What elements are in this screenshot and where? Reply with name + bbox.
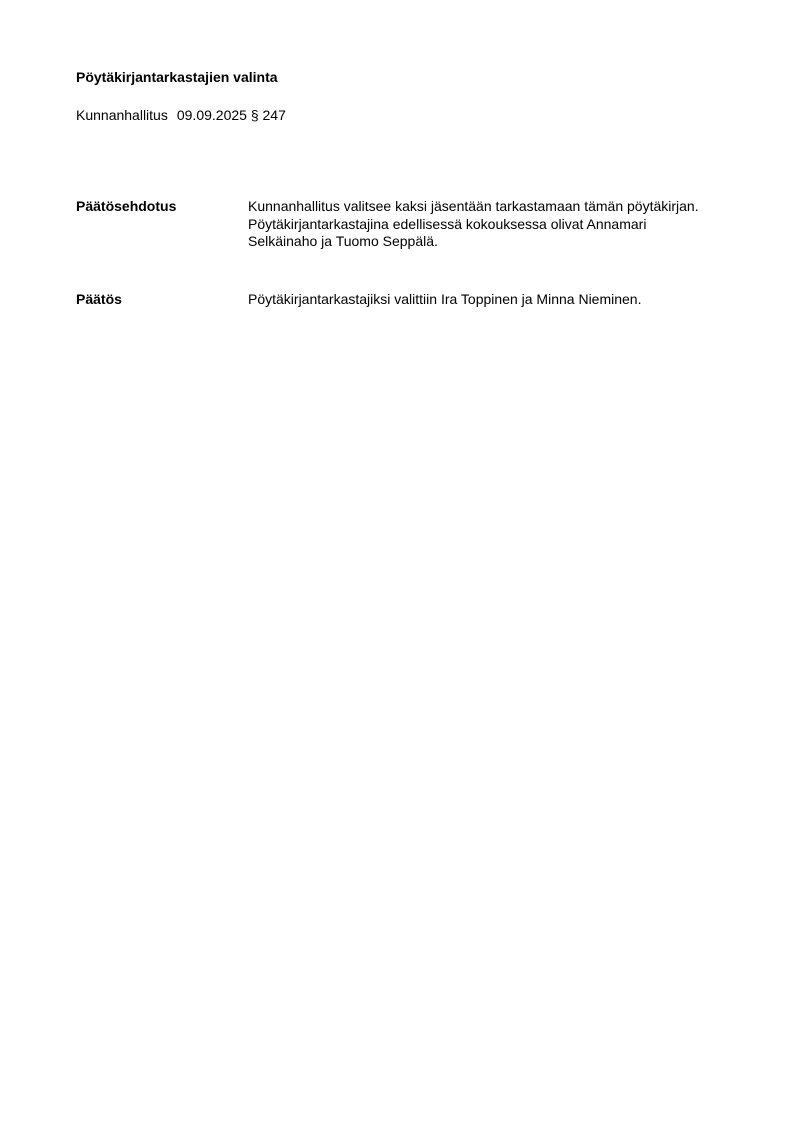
proposal-paragraph: Pöytäkirjantarkastajina edellisessä kokouksessa olivat Annamari Selkäinaho ja Tuomo Seppälä. [248, 215, 647, 249]
decision-section [76, 291, 716, 311]
decision-body [248, 291, 706, 309]
proposal-body [248, 198, 706, 251]
proposal-paragraph: Kunnanhallitus valitsee kaksi jäsentään tarkastamaan tämän pöytäkirjan. [248, 198, 699, 214]
decision-text: Pöytäkirjantarkastajiksi valittiin Ira Toppinen ja Minna Nieminen. [248, 291, 642, 307]
meeting-body: Kunnanhallitus [76, 107, 168, 123]
section-number: § 247 [250, 107, 286, 123]
meeting-date: 09.09.2025 [176, 107, 247, 123]
document-title: Pöytäkirjantarkastajien valinta [76, 69, 278, 85]
meeting-reference [76, 107, 286, 124]
proposal-label: Päätösehdotus [76, 198, 177, 214]
proposal-section [76, 198, 716, 270]
decision-label: Päätös [76, 291, 122, 307]
